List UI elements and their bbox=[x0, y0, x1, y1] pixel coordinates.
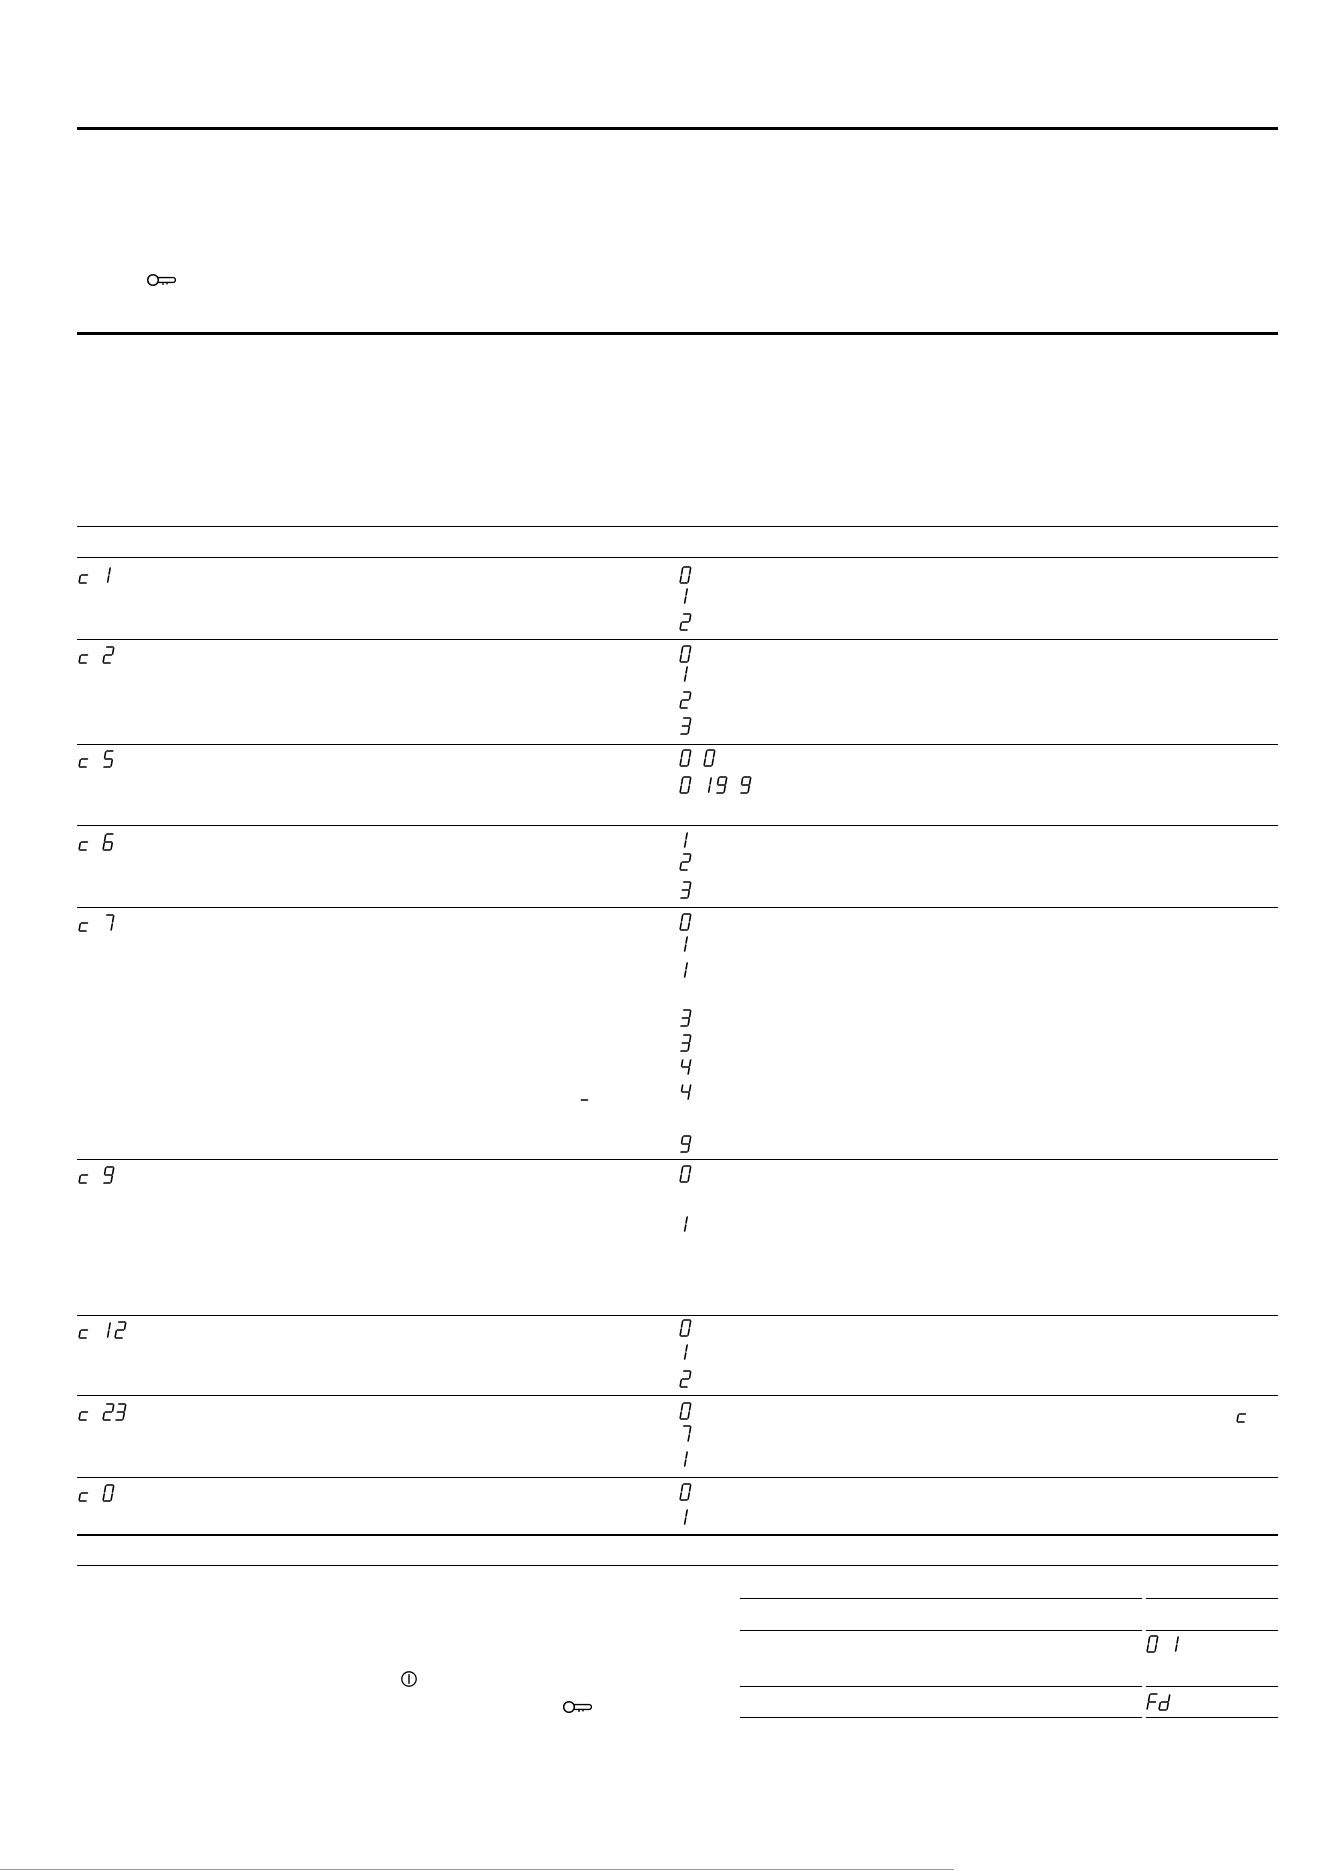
table-row-divider bbox=[77, 825, 1278, 826]
table-row-divider bbox=[77, 1395, 1278, 1396]
setting-value bbox=[679, 587, 695, 605]
setting-value bbox=[679, 776, 755, 794]
setting-value bbox=[679, 566, 695, 584]
setting-value bbox=[679, 1215, 695, 1233]
setting-code bbox=[78, 566, 118, 584]
key-icon bbox=[562, 1700, 592, 1714]
display-dash-marker bbox=[578, 1091, 594, 1109]
setting-value bbox=[679, 1402, 695, 1420]
setting-value bbox=[679, 613, 695, 631]
table-bottom-thick-line bbox=[77, 1534, 1278, 1536]
setting-code bbox=[78, 1403, 130, 1421]
display-code bbox=[1146, 1693, 1174, 1711]
setting-code bbox=[78, 646, 118, 664]
setting-value bbox=[679, 645, 695, 663]
display-c-symbol bbox=[1236, 1405, 1252, 1423]
display-table-line bbox=[740, 1630, 1142, 1631]
setting-value bbox=[679, 1483, 695, 1501]
setting-value bbox=[679, 749, 719, 767]
display-table-line bbox=[740, 1598, 1142, 1599]
setting-value bbox=[679, 1083, 695, 1101]
setting-code bbox=[78, 1321, 130, 1339]
table-row-divider bbox=[77, 1477, 1278, 1478]
table-row-divider bbox=[77, 639, 1278, 640]
section-rule bbox=[77, 332, 1278, 335]
table-row-divider bbox=[77, 907, 1278, 908]
setting-code bbox=[78, 914, 118, 932]
setting-code bbox=[78, 1484, 118, 1502]
setting-value bbox=[679, 961, 695, 979]
top-thick-rule bbox=[77, 127, 1278, 130]
display-code bbox=[1146, 1635, 1186, 1653]
setting-value bbox=[679, 1450, 695, 1468]
setting-code bbox=[78, 750, 118, 768]
setting-value bbox=[679, 1165, 695, 1183]
display-table-line bbox=[740, 1686, 1142, 1687]
section-top-line bbox=[77, 1565, 1278, 1566]
setting-value bbox=[679, 1319, 695, 1337]
setting-value bbox=[679, 913, 695, 931]
power-icon bbox=[400, 1670, 418, 1688]
key-icon bbox=[146, 273, 176, 287]
setting-value bbox=[679, 1034, 695, 1052]
display-table-line bbox=[1146, 1598, 1278, 1599]
setting-code bbox=[78, 1166, 118, 1184]
setting-value bbox=[679, 1508, 695, 1526]
display-table-line bbox=[1146, 1630, 1278, 1631]
setting-value bbox=[679, 1343, 695, 1361]
table-header-top-line bbox=[77, 526, 1278, 527]
table-row-divider bbox=[77, 1315, 1278, 1316]
setting-value bbox=[679, 1370, 695, 1388]
setting-code bbox=[78, 833, 118, 851]
display-table-line bbox=[1146, 1686, 1278, 1687]
setting-value bbox=[679, 881, 695, 899]
setting-value bbox=[679, 1009, 695, 1027]
table-header-bottom-line bbox=[77, 557, 1278, 558]
display-table-line bbox=[740, 1717, 1142, 1718]
setting-value bbox=[679, 1135, 695, 1153]
setting-value bbox=[679, 853, 695, 871]
setting-value bbox=[679, 935, 695, 953]
display-table-line bbox=[1146, 1717, 1278, 1718]
setting-value bbox=[679, 1058, 695, 1076]
setting-value bbox=[679, 665, 695, 683]
table-row-divider bbox=[77, 744, 1278, 745]
table-row-divider bbox=[77, 1159, 1278, 1160]
page-bottom-edge-line bbox=[0, 1869, 954, 1870]
setting-value bbox=[679, 691, 695, 709]
setting-value bbox=[679, 1425, 695, 1443]
setting-value bbox=[679, 831, 695, 849]
setting-value bbox=[679, 717, 695, 735]
